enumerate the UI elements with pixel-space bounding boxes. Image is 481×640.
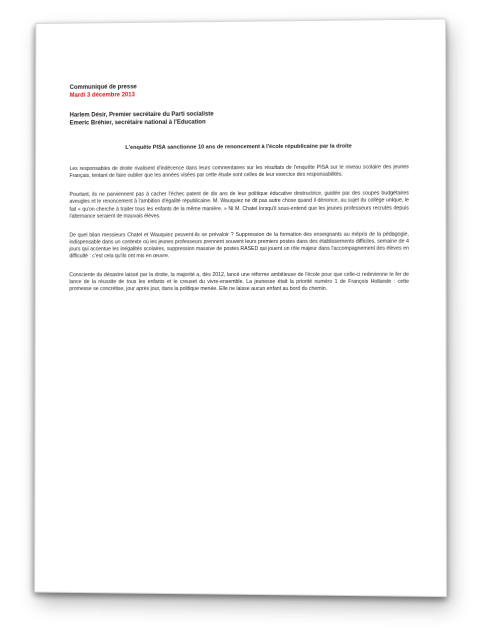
- author-line: Emeric Bréhier, secrétaire national à l'Education: [69, 119, 206, 127]
- paragraph: Les responsables de droite rivalisent d'indécence dans leurs commentaires sur les résultats de l'enquête PISA sur le niveau scolaire des jeunes Français, tentant de faire oublier que les années visées par cette étude sont celles de leur exercice des responsabilités.: [69, 164, 409, 180]
- document-content: [69, 82, 409, 293]
- paragraph: Pourtant, ils ne parviennent pas à cacher l'échec patent de dix ans de leur politique éducative destructrice, guidée par des coupes budgétaires aveugles et le renoncement à l'ambition d'égalité républicaine. M. Wauquiez ne dit pas autre chose quand il dénonce, au sujet du collège unique, le fait « qu'on cherche à traiter tous les enfants de la même manière. » Ni M. Chatel lorsqu'il sous-entend que les jeunes professeurs recrutés depuis l'alternance seraient de mauvais élèves.: [69, 190, 409, 220]
- document-label: Communiqué de presse: [69, 84, 137, 91]
- paragraph: De quel bilan messieurs Chatel et Wauquiez peuvent-ils se prévaloir ? Suppression de la formation des enseignants au mépris de la pédagogie, indispensable dans un contexte où les jeunes professeurs prennent souvent leurs premiers postes dans des établissements difficiles, semaine de 4 jours qui accentue les inégalités scolaires, suppression massive de postes RASED qui jouent un rôle majeur dans l'accompagnement des élèves en difficulté : c'est cela qu'ils ont mis en œuvre.: [69, 231, 409, 260]
- paragraph: Consciente du désastre laissé par la droite, la majorité a, dès 2012, lancé une réforme ambitieuse de l'école pour que celle-ci redevienne le fer de lance de la réussite de tous les enfants et le creuset du vivre-ensemble. La jeunesse était la priorité numéro 1 de François Hollande : cette promesse se concrétise, jour après jour, dans la politique menée. Elle ne laisse aucun enfant au bord du chemin.: [69, 271, 409, 293]
- authors-block: [70, 110, 409, 128]
- document-date: Mardi 3 décembre 2013: [69, 91, 135, 99]
- author-line: Harlem Désir, Premier secrétaire du Parti socialiste: [69, 111, 214, 119]
- headline: L'enquête PISA sanctionne 10 ans de renoncement à l'école républicaine par la droite: [125, 143, 352, 152]
- document-page: [34, 19, 447, 598]
